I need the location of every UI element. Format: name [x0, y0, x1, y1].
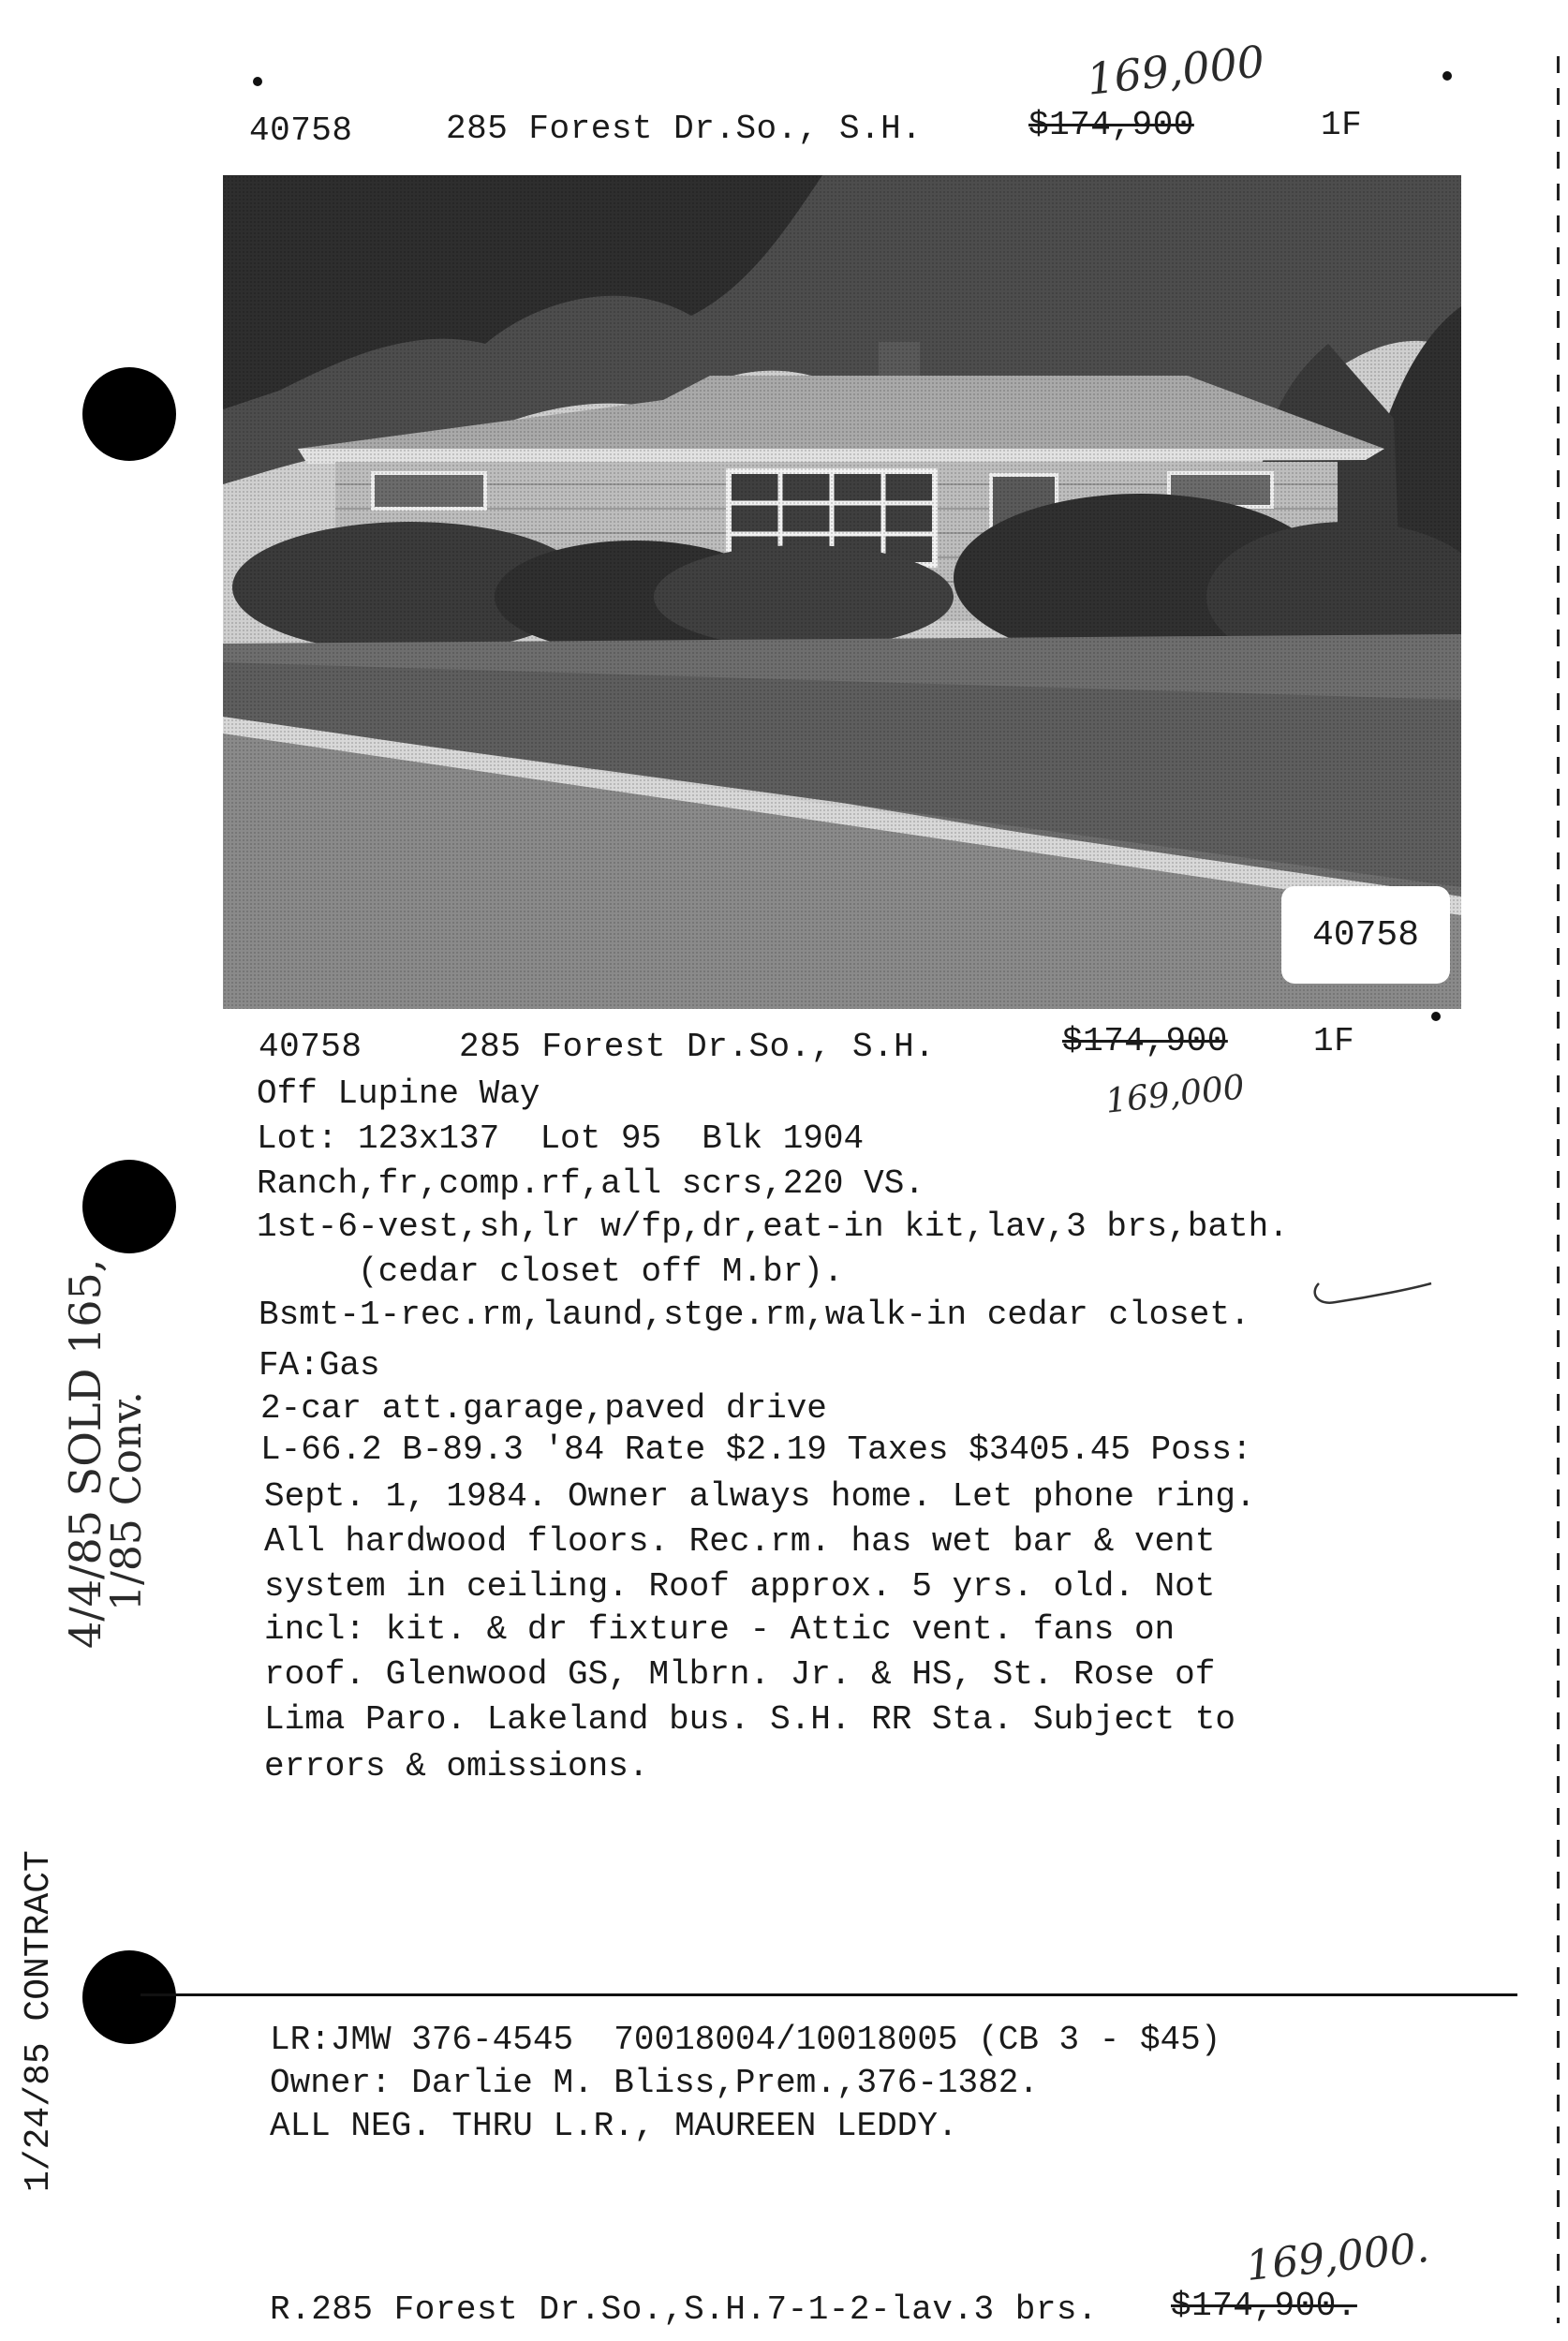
margin-contract-note: 1/24/85 CONTRACT	[19, 1850, 59, 2192]
header-floor-code: 1F	[1321, 106, 1363, 144]
listing-line-10: Sept. 1, 1984. Owner always home. Let phone ring.	[264, 1477, 1256, 1516]
contact-line-2: Owner: Darlie M. Bliss,Prem.,376-1382.	[270, 2064, 1039, 2102]
contact-line-1: LR:JMW 376-4545 70018004/10018005 (CB 3 - $45)	[270, 2021, 1221, 2059]
listing-number: 40758	[259, 1028, 362, 1066]
handwritten-mark	[1308, 1265, 1439, 1321]
margin-sold-note: 4/4/85 SOLD 165,	[60, 1258, 111, 1649]
binder-hole-1	[82, 367, 176, 461]
footer-summary: R.285 Forest Dr.So.,S.H.7-1-2-lav.3 brs.	[270, 2290, 1099, 2329]
section-divider	[141, 1993, 1517, 1996]
listing-line-4: 1st-6-vest,sh,lr w/fp,dr,eat-in kit,lav,3 brs,bath.	[257, 1208, 1289, 1246]
listing-address: 285 Forest Dr.So., S.H.	[459, 1028, 936, 1066]
house-photo	[223, 175, 1461, 1009]
right-edge-perforation	[1557, 56, 1560, 2323]
listing-line-7: FA:Gas	[259, 1346, 380, 1385]
listing-line-15: Lima Paro. Lakeland bus. S.H. RR Sta. Subject to	[264, 1700, 1235, 1739]
binder-hole-2	[82, 1160, 176, 1253]
listing-floor-code: 1F	[1313, 1022, 1355, 1060]
listing-line-2: Lot: 123x137 Lot 95 Blk 1904	[257, 1119, 865, 1158]
contact-line-3: ALL NEG. THRU L.R., MAUREEN LEDDY.	[270, 2107, 958, 2145]
listing-line-1: Off Lupine Way	[257, 1074, 540, 1113]
header-price-original: $174,900	[1028, 106, 1194, 144]
listing-line-5: (cedar closet off M.br).	[257, 1252, 844, 1291]
listing-line-14: roof. Glenwood GS, Mlbrn. Jr. & HS, St. Rose of	[264, 1655, 1216, 1694]
listing-line-8: 2-car att.garage,paved drive	[260, 1389, 827, 1428]
header-price-revised: 169,000	[1084, 36, 1267, 105]
listing-line-11: All hardwood floors. Rec.rm. has wet bar & vent	[264, 1522, 1216, 1561]
listing-line-6: Bsmt-1-rec.rm,laund,stge.rm,walk-in cedar closet.	[259, 1296, 1250, 1334]
binder-hole-3	[82, 1950, 176, 2044]
listing-line-9: L-66.2 B-89.3 '84 Rate $2.19 Taxes $3405.45 Poss:	[260, 1430, 1252, 1469]
listing-line-13: incl: kit. & dr fixture - Attic vent. fans on	[264, 1610, 1176, 1649]
listing-right-dot	[1431, 1012, 1441, 1021]
photo-label: 40758	[1281, 886, 1450, 984]
header-listing-number: 40758	[249, 111, 353, 150]
listing-line-16: errors & omissions.	[264, 1747, 649, 1785]
house-photo-graphic	[223, 175, 1461, 1009]
listing-price-original: $174,900	[1062, 1022, 1228, 1060]
margin-conv-note: 1/85 Conv.	[103, 1391, 151, 1611]
listing-price-revised: 169,000	[1103, 1068, 1247, 1121]
header-address: 285 Forest Dr.So., S.H.	[446, 110, 923, 148]
listing-line-3: Ranch,fr,comp.rf,all scrs,220 VS.	[257, 1164, 925, 1203]
footer-price-revised: 169,000.	[1243, 2223, 1432, 2291]
listing-line-12: system in ceiling. Roof approx. 5 yrs. old. Not	[264, 1567, 1216, 1606]
top-right-dot	[1442, 71, 1452, 81]
footer-price-original: $174,900.	[1171, 2287, 1357, 2325]
top-left-dot	[253, 77, 262, 86]
